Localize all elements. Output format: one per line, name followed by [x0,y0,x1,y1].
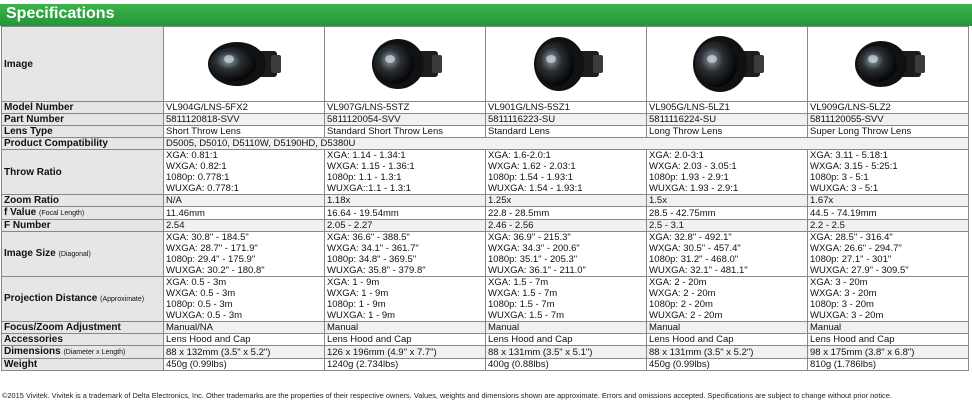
cell-dimensions: 88 x 131mm (3.5" x 5.2") [647,346,808,359]
label-text: Zoom Ratio [4,195,59,206]
cell-line: 1080p: 27.1" - 301" [810,254,892,265]
label-text: Lens Type [4,126,53,137]
cell-model: VL905G/LNS-5LZ1 [647,102,808,114]
row-zoom [2,195,969,207]
row-fvalue [2,207,969,220]
row-fnumber [2,220,969,232]
cell-line: WXGA: 30.5" - 457.4" [649,243,741,254]
section-header [0,4,972,26]
cell-throw [164,150,325,195]
label-subtext: (Approximate) [100,296,145,303]
cell-line: XGA: 1.14 - 1.34:1 [327,150,406,161]
cell-line: WUXGA::1.1 - 1.3:1 [327,183,411,194]
cell-fvalue: 44.5 - 74.19mm [808,207,969,220]
label-text: Accessories [4,334,63,345]
cell-line: XGA: 36.6" - 388.5" [327,232,410,243]
cell-distance [808,277,969,322]
cell-size [325,232,486,277]
cell-line: WUXGA: 1.54 - 1.93:1 [488,183,583,194]
cell-line: WUXGA: 27.9" - 309.5" [810,265,909,276]
label-subtext: (Diameter x Length) [63,349,126,356]
cell-line: WXGA: 26.6" - 294.7" [810,243,902,254]
label-text: F Number [4,220,51,231]
cell-throw [647,150,808,195]
cell-type: Super Long Throw Lens [808,126,969,138]
lens-image [199,29,289,99]
cell-dimensions: 98 x 175mm (3.8" x 6.8") [808,346,969,359]
cell-zoom: 1.18x [325,195,486,207]
cell-line: XGA: 1.6-2.0:1 [488,150,551,161]
cell-line: 1080p: 0.778:1 [166,172,230,183]
row-distance [2,277,969,322]
cell-line: 1080p: 2 - 20m [649,299,713,310]
row-part [2,114,969,126]
row-label-size [2,232,164,277]
cell-line: 1080p: 34.8" - 369.5" [327,254,417,265]
row-model [2,102,969,114]
cell-line: XGA: 1.5 - 7m [488,277,549,288]
cell-adjust: Manual [647,322,808,334]
cell-line: WUXGA: 3 - 5:1 [810,183,879,194]
row-accessories [2,334,969,346]
cell-fvalue: 22.8 - 28.5mm [486,207,647,220]
cell-image [647,27,808,102]
cell-zoom: 1.25x [486,195,647,207]
label-text: Weight [4,359,38,370]
cell-line: WUXGA: 30.2" - 180.8" [166,265,265,276]
cell-fnumber: 2.5 - 3.1 [647,220,808,232]
cell-weight: 450g (0.99lbs) [647,359,808,371]
label-text: Projection Distance [4,293,98,304]
cell-zoom: 1.5x [647,195,808,207]
cell-line: 1080p: 29.4" - 175.9" [166,254,256,265]
cell-line: WUXGA: 0.778:1 [166,183,239,194]
cell-line: WUXGA: 35.8" - 379.8" [327,265,426,276]
row-label-dimensions [2,346,164,359]
cell-line: XGA: 32.8" - 492.1" [649,232,732,243]
cell-line: 1080p: 1.1 - 1.3:1 [327,172,402,183]
cell-line: 1080p: 35.1" - 205.3" [488,254,578,265]
row-type [2,126,969,138]
cell-line: 1080p: 1.54 - 1.93:1 [488,172,574,183]
row-compat [2,138,969,150]
cell-throw [325,150,486,195]
cell-model: VL904G/LNS-5FX2 [164,102,325,114]
row-dimensions [2,346,969,359]
lens-image [360,29,450,99]
cell-line: XGA: 1 - 9m [327,277,380,288]
cell-type: Standard Lens [486,126,647,138]
cell-model: VL909G/LNS-5LZ2 [808,102,969,114]
lens-image [843,29,933,99]
cell-fnumber: 2.05 - 2.27 [325,220,486,232]
cell-dimensions: 88 x 131mm (3.5" x 5.1") [486,346,647,359]
cell-line: XGA: 3 - 20m [810,277,868,288]
cell-fnumber: 2.2 - 2.5 [808,220,969,232]
cell-line: 1080p: 1 - 9m [327,299,386,310]
cell-line: XGA: 36.9" - 215.3" [488,232,571,243]
row-label-weight [2,359,164,371]
row-label-zoom [2,195,164,207]
row-throw [2,150,969,195]
cell-line: WXGA: 2 - 20m [649,288,716,299]
row-label-image [2,27,164,102]
cell-adjust: Manual/NA [164,322,325,334]
cell-line: WUXGA: 0.5 - 3m [166,310,243,321]
cell-line: WUXGA: 2 - 20m [649,310,723,321]
cell-line: WXGA: 34.1" - 361.7" [327,243,419,254]
cell-compat: D5005, D5010, D5110W, D5190HD, D5380U [164,138,969,150]
row-label-model [2,102,164,114]
cell-type: Short Throw Lens [164,126,325,138]
lens-image [682,29,772,99]
row-label-part [2,114,164,126]
cell-line: WXGA: 0.5 - 3m [166,288,236,299]
cell-fvalue: 28.5 - 42.75mm [647,207,808,220]
label-text: f Value [4,207,37,218]
label-text: Focus/Zoom Adjustment [4,322,121,333]
label-text: Dimensions [4,346,61,357]
cell-line: WXGA: 28.7" - 171.9" [166,243,258,254]
cell-dimensions: 126 x 196mm (4.9" x 7.7") [325,346,486,359]
cell-line: 1080p: 3 - 20m [810,299,874,310]
row-label-fnumber [2,220,164,232]
cell-line: WUXGA: 1.93 - 2.9:1 [649,183,739,194]
cell-accessories: Lens Hood and Cap [325,334,486,346]
cell-accessories: Lens Hood and Cap [486,334,647,346]
row-label-adjust [2,322,164,334]
cell-part: 5811120818-SVV [164,114,325,126]
cell-fnumber: 2.54 [164,220,325,232]
cell-line: XGA: 2.0-3:1 [649,150,704,161]
cell-weight: 400g (0.88lbs) [486,359,647,371]
cell-distance [647,277,808,322]
footer-note: ©2015 Vivitek. Vivitek is a trademark of Delta Electronics, Inc. Other trademarks are the properties of their respective owners. Values, weights and dimensions shown are approximate. Errors and omissions accepted. Specifications are subject to change without prior notice. [2,391,892,400]
cell-adjust: Manual [486,322,647,334]
cell-line: WUXGA: 32.1" - 481.1" [649,265,748,276]
cell-size [808,232,969,277]
label-text: Model Number [4,102,74,113]
label-subtext: (Diagonal) [58,251,91,258]
cell-distance [164,277,325,322]
lens-image [521,29,611,99]
cell-part: 5811116224-SU [647,114,808,126]
row-label-distance [2,277,164,322]
row-label-throw [2,150,164,195]
cell-line: XGA: 2 - 20m [649,277,707,288]
cell-dimensions: 88 x 132mm (3.5" x 5.2") [164,346,325,359]
label-text: Product Compatibility [4,138,108,149]
cell-line: XGA: 0.81:1 [166,150,218,161]
cell-line: WXGA: 1.5 - 7m [488,288,558,299]
cell-size [647,232,808,277]
cell-line: WXGA: 1 - 9m [327,288,389,299]
cell-line: WUXGA: 3 - 20m [810,310,884,321]
cell-line: 1080p: 3 - 5:1 [810,172,869,183]
cell-line: WXGA: 1.15 - 1.36:1 [327,161,415,172]
cell-line: WUXGA: 36.1" - 211.0" [488,265,586,276]
cell-part: 5811116223-SU [486,114,647,126]
row-image [2,27,969,102]
row-size [2,232,969,277]
cell-weight: 810g (1.786lbs) [808,359,969,371]
spec-table [1,26,969,371]
cell-weight: 450g (0.99lbs) [164,359,325,371]
cell-line: WXGA: 34.3" - 200.6" [488,243,580,254]
cell-line: XGA: 28.5" - 316.4" [810,232,893,243]
cell-zoom: N/A [164,195,325,207]
cell-fvalue: 11.46mm [164,207,325,220]
cell-accessories: Lens Hood and Cap [647,334,808,346]
label-text: Part Number [4,114,65,125]
cell-model: VL901G/LNS-5SZ1 [486,102,647,114]
row-label-fvalue [2,207,164,220]
row-adjust [2,322,969,334]
cell-line: 1080p: 1.5 - 7m [488,299,555,310]
label-text: Image [4,58,33,70]
row-label-compat [2,138,164,150]
cell-line: WXGA: 2.03 - 3.05:1 [649,161,737,172]
cell-line: WUXGA: 1 - 9m [327,310,396,321]
cell-line: 1080p: 31.2" - 468.0" [649,254,739,265]
cell-image [164,27,325,102]
cell-line: XGA: 30.8" - 184.5" [166,232,249,243]
cell-distance [486,277,647,322]
cell-line: XGA: 0.5 - 3m [166,277,227,288]
cell-accessories: Lens Hood and Cap [808,334,969,346]
cell-accessories: Lens Hood and Cap [164,334,325,346]
cell-throw [486,150,647,195]
cell-part: 5811120055-SVV [808,114,969,126]
label-subtext: (Focal Length) [39,210,85,217]
row-weight [2,359,969,371]
cell-line: 1080p: 1.93 - 2.9:1 [649,172,729,183]
cell-line: WUXGA: 1.5 - 7m [488,310,565,321]
cell-throw [808,150,969,195]
cell-size [164,232,325,277]
cell-size [486,232,647,277]
cell-type: Standard Short Throw Lens [325,126,486,138]
cell-line: WXGA: 1.62 - 2.03:1 [488,161,576,172]
row-label-type [2,126,164,138]
cell-line: XGA: 3.11 - 5.18:1 [810,150,888,161]
cell-type: Long Throw Lens [647,126,808,138]
cell-adjust: Manual [808,322,969,334]
cell-line: WXGA: 3 - 20m [810,288,877,299]
cell-distance [325,277,486,322]
row-label-accessories [2,334,164,346]
cell-line: 1080p: 0.5 - 3m [166,299,233,310]
cell-line: WXGA: 3.15 - 5:25:1 [810,161,898,172]
cell-zoom: 1.67x [808,195,969,207]
label-text: Throw Ratio [4,166,62,178]
cell-adjust: Manual [325,322,486,334]
cell-fvalue: 16.64 - 19.54mm [325,207,486,220]
cell-line: WXGA: 0.82:1 [166,161,227,172]
section-title: Specifications [6,5,115,22]
cell-image [808,27,969,102]
cell-part: 5811120054-SVV [325,114,486,126]
cell-image [325,27,486,102]
label-text: Image Size [4,248,56,259]
cell-weight: 1240g (2.734lbs) [325,359,486,371]
cell-fnumber: 2.46 - 2.56 [486,220,647,232]
cell-model: VL907G/LNS-5STZ [325,102,486,114]
cell-image [486,27,647,102]
